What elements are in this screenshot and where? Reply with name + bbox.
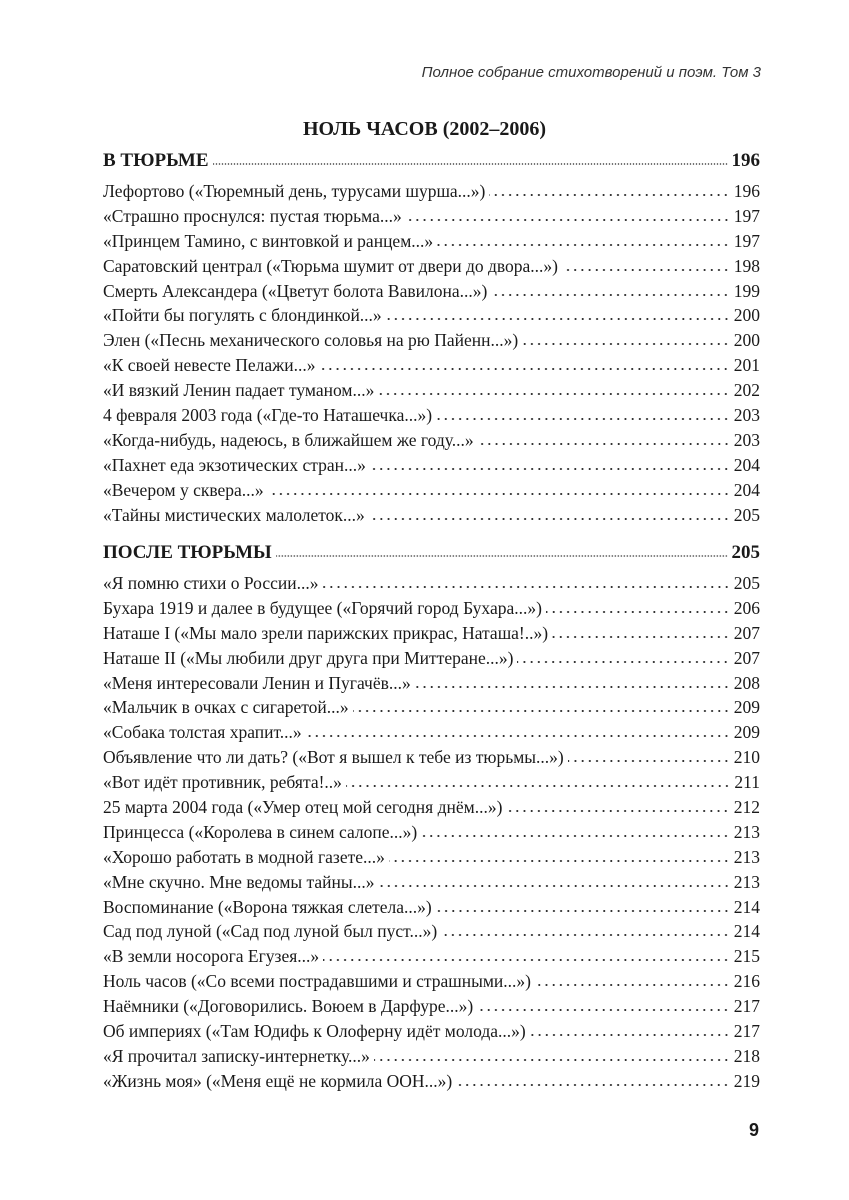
entry-page: 209 [733, 722, 760, 743]
toc-section-prison [103, 150, 760, 529]
dot-leader [306, 734, 730, 738]
toc-entry[interactable] [103, 305, 760, 330]
entry-page: 216 [733, 971, 760, 992]
entry-title: «К своей невесте Пелажи...» [103, 355, 316, 376]
toc-entry[interactable] [103, 330, 760, 355]
dot-leader [441, 933, 730, 937]
entry-page: 217 [733, 1021, 760, 1042]
dot-leader [374, 1058, 730, 1062]
entry-page: 213 [733, 846, 760, 867]
dot-leader [568, 759, 730, 763]
dot-leader [406, 218, 730, 222]
running-head: Полное собрание стихотворений и поэм. Том 3 [421, 64, 761, 81]
entry-title: Саратовский централ («Тюрьма шумит от двери до двора...») [103, 255, 559, 276]
toc-entry[interactable] [103, 623, 760, 648]
toc-entry[interactable] [103, 921, 760, 946]
toc-entry[interactable] [103, 256, 760, 281]
entry-title: Ноль часов («Со всеми пострадавшими и страшными...») [103, 971, 531, 992]
entry-title: «Я прочитал записку-интернетку...» [103, 1045, 370, 1066]
entry-title: Наёмники («Договорились. Воюем в Дарфуре...») [103, 996, 474, 1017]
entry-title: «И вязкий Ленин падает туманом...» [103, 380, 375, 401]
toc-entry[interactable] [103, 747, 760, 772]
dot-leader [415, 685, 730, 689]
entry-page: 207 [733, 647, 760, 668]
part-title: НОЛЬ ЧАСОВ (2002–2006) [302, 118, 547, 140]
entry-page: 203 [733, 405, 760, 426]
toc-entry[interactable] [103, 946, 760, 971]
entry-title: «Страшно проснулся: пустая тюрьма...» [103, 205, 402, 226]
dot-leader [213, 162, 728, 166]
dot-leader [436, 417, 730, 421]
entry-title: Бухара 1919 и далее в будущее («Горячий город Бухара...») [103, 597, 542, 618]
toc-entry[interactable] [103, 455, 760, 480]
entry-title: Сад под луной («Сад под луной был пуст...») [103, 921, 438, 942]
dot-leader [517, 660, 729, 664]
dot-leader [456, 1083, 730, 1087]
entry-page: 205 [733, 573, 760, 593]
dot-leader [323, 958, 730, 962]
entry-page: 206 [733, 597, 760, 618]
entry-title: Смерть Александера («Цветут болота Вавилона...») [103, 280, 488, 301]
toc-entry[interactable] [103, 648, 760, 673]
entry-page: 197 [733, 230, 760, 251]
entry-page: 199 [733, 280, 760, 301]
dot-leader [370, 467, 730, 471]
dot-leader [276, 554, 728, 558]
entry-title: «Пахнет еда экзотических стран...» [103, 454, 366, 475]
entry-title: «Принцем Тамино, с винтовкой и ранцем...» [103, 230, 434, 251]
entry-title: Лефортово («Тюремный день, турусами шурша...») [103, 181, 486, 201]
dot-leader [436, 909, 730, 913]
entry-title: «Собака толстая храпит...» [103, 722, 302, 743]
toc-entry[interactable] [103, 1071, 760, 1096]
entry-title: «Пойти бы погулять с блондинкой...» [103, 305, 382, 326]
section-heading[interactable] [103, 150, 760, 181]
dot-leader [535, 983, 730, 987]
entry-page: 198 [733, 255, 760, 276]
entry-title: В ТЮРЬМЕ [103, 150, 209, 171]
dot-leader [478, 442, 730, 446]
section-heading[interactable] [103, 542, 760, 573]
entry-page: 213 [733, 871, 760, 892]
dot-leader [491, 293, 729, 297]
toc-entry[interactable] [103, 1046, 760, 1071]
dot-leader [379, 884, 730, 888]
entry-page: 207 [733, 622, 760, 643]
entry-title: ПОСЛЕ ТЮРЬМЫ [103, 542, 272, 563]
entry-title: «Тайны мистических малолеток...» [103, 504, 365, 525]
dot-leader [389, 859, 730, 863]
dot-leader [323, 585, 730, 589]
entry-page: 204 [733, 479, 760, 500]
entry-title: «Мальчик в очках с сигаретой...» [103, 697, 349, 718]
dot-leader [552, 635, 730, 639]
entry-title: «В земли носорога Егузея...» [103, 946, 320, 967]
entry-title: Наташе I («Мы мало зрели парижских прикрас, Наташа!..») [103, 622, 549, 643]
dot-leader [437, 243, 730, 247]
entry-title: Объявление что ли дать? («Вот я вышел к тебе из тюрьмы...») [103, 747, 564, 768]
toc-entry[interactable] [103, 380, 760, 405]
toc-entry[interactable] [103, 181, 760, 206]
toc-entry[interactable] [103, 897, 760, 922]
entry-page: 218 [733, 1045, 760, 1066]
toc-entry[interactable] [103, 206, 760, 231]
toc-entry[interactable] [103, 722, 760, 747]
toc-entry[interactable] [103, 797, 760, 822]
dot-leader [378, 392, 729, 396]
toc-entry[interactable] [103, 697, 760, 722]
entry-page: 217 [733, 996, 760, 1017]
dot-leader [268, 492, 730, 496]
toc-entry[interactable] [103, 822, 760, 847]
entry-title: «Вечером у сквера...» [103, 479, 264, 500]
entry-title: «Хорошо работать в модной газете...» [103, 846, 385, 867]
dot-leader [353, 709, 730, 713]
entry-title: «Вот идёт противник, ребята!..» [103, 772, 342, 793]
entry-page: 204 [733, 454, 760, 475]
toc-entry[interactable] [103, 505, 760, 530]
toc-entry[interactable] [103, 1021, 760, 1046]
entry-page: 212 [733, 797, 760, 818]
toc-entry[interactable] [103, 996, 760, 1021]
entry-page: 211 [734, 772, 760, 793]
dot-leader [562, 268, 730, 272]
page-number: 9 [748, 1120, 759, 1140]
entry-page: 208 [733, 672, 760, 693]
entry-page: 205 [731, 542, 760, 563]
toc-entry[interactable] [103, 355, 760, 380]
toc-entry[interactable] [103, 673, 760, 698]
entry-title: «Жизнь моя» («Меня ещё не кормила ООН...») [103, 1070, 453, 1091]
dot-leader [506, 809, 729, 813]
entry-page: 203 [733, 429, 760, 450]
entry-page: 214 [733, 921, 760, 942]
toc-entry[interactable] [103, 872, 760, 897]
entry-page: 202 [733, 380, 760, 401]
dot-leader [522, 342, 730, 346]
entry-page: 209 [733, 697, 760, 718]
entry-page: 201 [733, 355, 760, 376]
entry-page: 196 [733, 181, 760, 201]
toc-entry[interactable] [103, 231, 760, 256]
dot-leader [530, 1033, 730, 1037]
toc-entry[interactable] [103, 573, 760, 598]
toc-entry[interactable] [103, 971, 760, 996]
dot-leader [421, 834, 730, 838]
dot-leader [386, 317, 730, 321]
dot-leader [546, 610, 730, 614]
entry-title: Элен («Песнь механического соловья на рю Пайенн...») [103, 330, 519, 351]
dot-leader [346, 784, 730, 788]
entry-page: 213 [733, 821, 760, 842]
entry-title: «Меня интересовали Ленин и Пугачёв...» [103, 672, 411, 693]
entry-title: «Мне скучно. Мне ведомы тайны...» [103, 871, 375, 892]
entry-page: 214 [733, 896, 760, 917]
dot-leader [489, 193, 729, 197]
toc-section-after-prison [103, 542, 760, 1096]
entry-page: 219 [733, 1070, 760, 1091]
entry-title: 4 февраля 2003 года («Где-то Наташечка...») [103, 405, 433, 426]
entry-title: Воспоминание («Ворона тяжкая слетела...») [103, 896, 432, 917]
toc-entry[interactable] [103, 281, 760, 306]
dot-leader [477, 1008, 729, 1012]
entry-page: 200 [733, 330, 760, 351]
toc-entry[interactable] [103, 847, 760, 872]
entry-page: 197 [733, 205, 760, 226]
entry-title: «Я помню стихи о России...» [103, 573, 319, 593]
entry-page: 210 [733, 747, 760, 768]
toc-entry[interactable] [103, 598, 760, 623]
toc-entry[interactable] [103, 480, 760, 505]
entry-title: Принцесса («Королева в синем салопе...») [103, 821, 418, 842]
toc-entry[interactable] [103, 430, 760, 455]
entry-title: Об империях («Там Юдифь к Олоферну идёт молода...») [103, 1021, 526, 1042]
entry-page: 200 [733, 305, 760, 326]
entry-title: «Когда-нибудь, надеюсь, в ближайшем же году...» [103, 429, 474, 450]
entry-page: 215 [733, 946, 760, 967]
toc-entry[interactable] [103, 405, 760, 430]
toc-entry[interactable] [103, 772, 760, 797]
entry-page: 196 [731, 150, 760, 171]
entry-title: 25 марта 2004 года («Умер отец мой сегодня днём...») [103, 797, 503, 818]
dot-leader [369, 517, 730, 521]
entry-page: 205 [733, 504, 760, 525]
entry-title: Наташе II («Мы любили друг друга при Миттеране...») [103, 647, 514, 668]
dot-leader [319, 367, 729, 371]
